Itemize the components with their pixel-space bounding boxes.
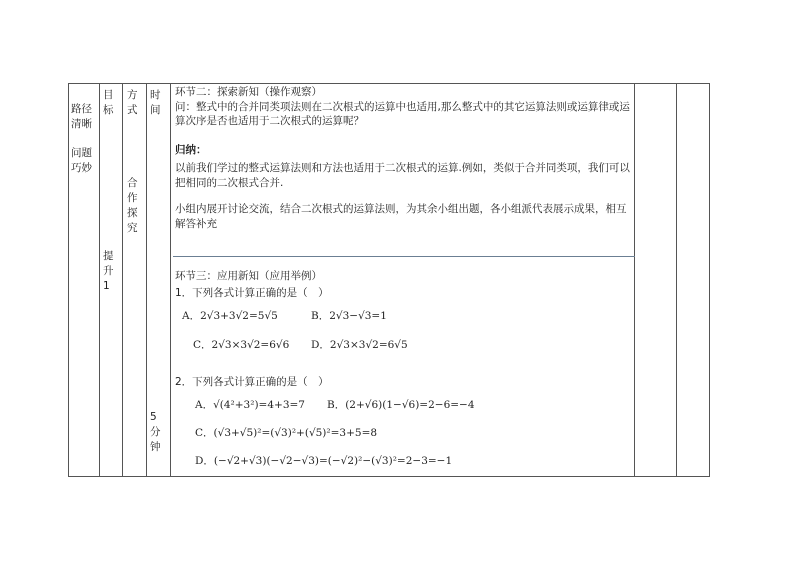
question-two-option-b: B．(2+√6)(1−√6)=2−6=−4 — [327, 399, 475, 411]
column-divider — [676, 84, 677, 476]
goal-label: 提升1 — [103, 250, 114, 292]
column-divider — [146, 84, 147, 476]
question-one: 1．下列各式计算正确的是（ ） — [175, 287, 329, 299]
section-two — [175, 85, 631, 231]
question-two-option-a: A．√(4²+3²)=4+3=7 — [195, 399, 305, 411]
section-two-question: 问：整式中的合并同类项法则在二次根式的运算中也适用,那么整式中的其它运算法则或运算律或运算次序是否也适用于二次根式的运算呢？ — [175, 100, 630, 127]
method-label: 合作探究 — [127, 177, 138, 234]
goal-header: 目标 — [103, 89, 114, 116]
section-divider — [173, 256, 635, 257]
section-three-title: 环节三：应用新知（应用举例） — [175, 270, 322, 282]
question-two: 2．下列各式计算正确的是（ ） — [175, 376, 329, 388]
question-one-option-a: A．2√3+3√2=5√5 — [182, 310, 278, 322]
time-header: 时间 — [150, 89, 161, 116]
method-header: 方式 — [127, 89, 138, 116]
question-two-option-c: C．(√3+√5)²=(√3)²+(√5)²=3+5=8 — [195, 427, 378, 439]
group-discussion-text: 小组内展开讨论交流，结合二次根式的运算法则，为其余小组出题，各小组派代表展示成果，相互解答补充 — [175, 203, 627, 230]
question-one-option-b: B．2√3−√3=1 — [311, 310, 387, 322]
column-divider — [122, 84, 123, 476]
summary-label: 归纳： — [175, 143, 207, 156]
column-divider — [99, 84, 100, 476]
time-value: 5分钟 — [150, 411, 161, 453]
summary-text: 以前我们学过的整式运算法则和方法也适用于二次根式的运算.例如，类似于合并同类项，我们可以把相同的二次根式合并. — [175, 162, 630, 189]
column-divider — [634, 84, 635, 476]
question-one-option-d: D．2√3×3√2=6√5 — [311, 339, 408, 351]
lesson-plan-table — [68, 83, 710, 477]
question-one-option-c: C．2√3×3√2=6√6 — [193, 339, 290, 351]
section-two-title: 环节二：探索新知（操作观察） — [175, 86, 322, 98]
question-clever-label: 问题巧妙 — [71, 147, 92, 174]
path-clear-label: 路径清晰 — [71, 103, 92, 130]
question-two-option-d: D．(−√2+√3)(−√2−√3)=(−√2)²−(√3)²=2−3=−1 — [195, 455, 453, 467]
column-divider — [170, 84, 171, 476]
